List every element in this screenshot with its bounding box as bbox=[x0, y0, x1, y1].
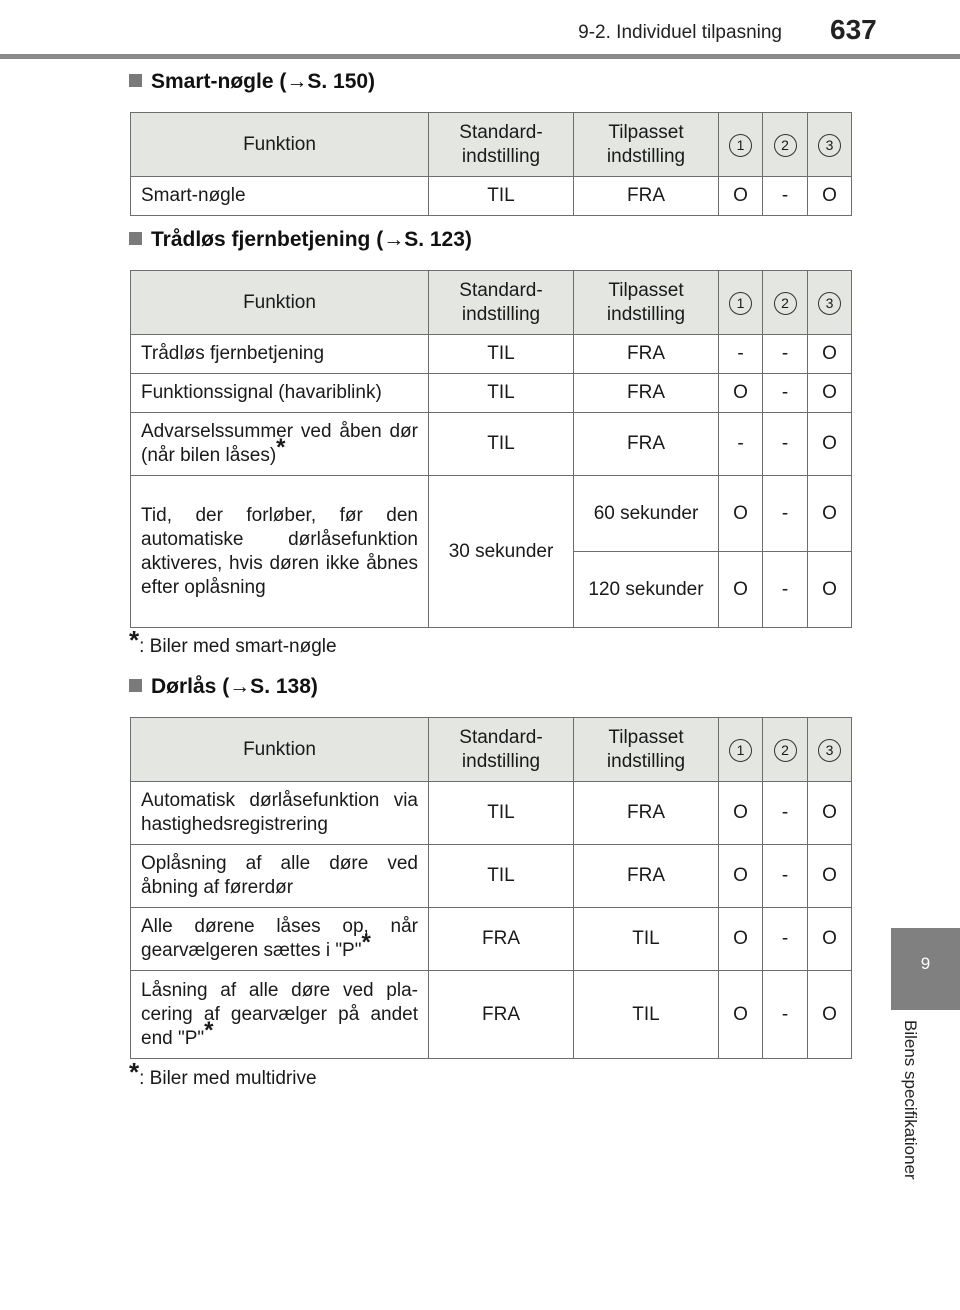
door-lock-table bbox=[130, 717, 852, 1059]
table-header-row bbox=[131, 113, 852, 177]
column-header-tilpasset: Tilpasset indstilling bbox=[574, 271, 719, 335]
column-header-2: 2 bbox=[763, 718, 808, 782]
table-header-row bbox=[131, 718, 852, 782]
column-header-3: 3 bbox=[808, 113, 852, 177]
table-row: Låsning af alle døre ved pla-cering af gearvælger på andet end "P"* FRA TIL O - O bbox=[131, 971, 852, 1059]
remote-table bbox=[130, 270, 852, 628]
footnote-multidrive: *: Biler med multidrive bbox=[129, 1057, 317, 1089]
square-bullet-icon bbox=[129, 232, 142, 245]
footnote-smart-key: *: Biler med smart-nøgle bbox=[129, 625, 337, 657]
column-header-tilpasset: Tilpasset indstilling bbox=[574, 718, 719, 782]
table-header-row bbox=[131, 271, 852, 335]
smart-key-table bbox=[130, 112, 852, 216]
footnote-star: * bbox=[204, 1016, 214, 1044]
chapter-tab-label: Bilens specifikationer bbox=[901, 1020, 920, 1180]
table-row: Trådløs fjernbetjening TIL FRA - - O bbox=[131, 335, 852, 374]
chapter-heading: 9-2. Individuel tilpasning bbox=[578, 22, 782, 43]
column-header-standard: Standard- indstilling bbox=[429, 271, 574, 335]
chapter-tab[interactable]: 9 bbox=[891, 928, 960, 1010]
column-header-standard: Standard- indstilling bbox=[429, 718, 574, 782]
table-row: Tid, der forløber, før den automatiske dørlåsefunktion aktiveres, hvis døren ikke åbnes efter oplåsning 30 sekunder 60 sekunder O - O bbox=[131, 476, 852, 552]
page-number: 637 bbox=[830, 14, 877, 45]
column-header-standard: Standard- indstilling bbox=[429, 113, 574, 177]
table-row: Smart-nøgle TIL FRA O - O bbox=[131, 177, 852, 216]
column-header-funktion: Funktion bbox=[131, 113, 429, 177]
square-bullet-icon bbox=[129, 74, 142, 87]
column-header-funktion: Funktion bbox=[131, 271, 429, 335]
column-header-1: 1 bbox=[719, 718, 763, 782]
table-row: Advarselssummer ved åben dør (når bilen låses)* TIL FRA - - O bbox=[131, 413, 852, 476]
column-header-1: 1 bbox=[719, 271, 763, 335]
column-header-2: 2 bbox=[763, 271, 808, 335]
section-title-remote: Trådløs fjernbetjening (→S. 123) bbox=[129, 228, 472, 252]
table-row: Alle dørene låses op, når gearvælgeren sættes i "P"* FRA TIL O - O bbox=[131, 908, 852, 971]
column-header-funktion: Funktion bbox=[131, 718, 429, 782]
table-row: Funktionssignal (havariblink) TIL FRA O - O bbox=[131, 374, 852, 413]
column-header-2: 2 bbox=[763, 113, 808, 177]
section-title-door-lock: Dørlås (→S. 138) bbox=[129, 675, 318, 699]
column-header-1: 1 bbox=[719, 113, 763, 177]
table-row: Automatisk dørlåsefunktion via hastighedsregistrering TIL FRA O - O bbox=[131, 782, 852, 845]
section-title-smart-key: Smart-nøgle (→S. 150) bbox=[129, 70, 375, 94]
square-bullet-icon bbox=[129, 679, 142, 692]
header-divider bbox=[0, 54, 960, 59]
column-header-tilpasset: Tilpasset indstilling bbox=[574, 113, 719, 177]
column-header-3: 3 bbox=[808, 271, 852, 335]
footnote-star: * bbox=[361, 929, 371, 956]
footnote-star: * bbox=[276, 434, 286, 461]
column-header-3: 3 bbox=[808, 718, 852, 782]
table-row: 120 sekunder O - O bbox=[131, 552, 852, 628]
table-row: Oplåsning af alle døre ved åbning af førerdør TIL FRA O - O bbox=[131, 845, 852, 908]
